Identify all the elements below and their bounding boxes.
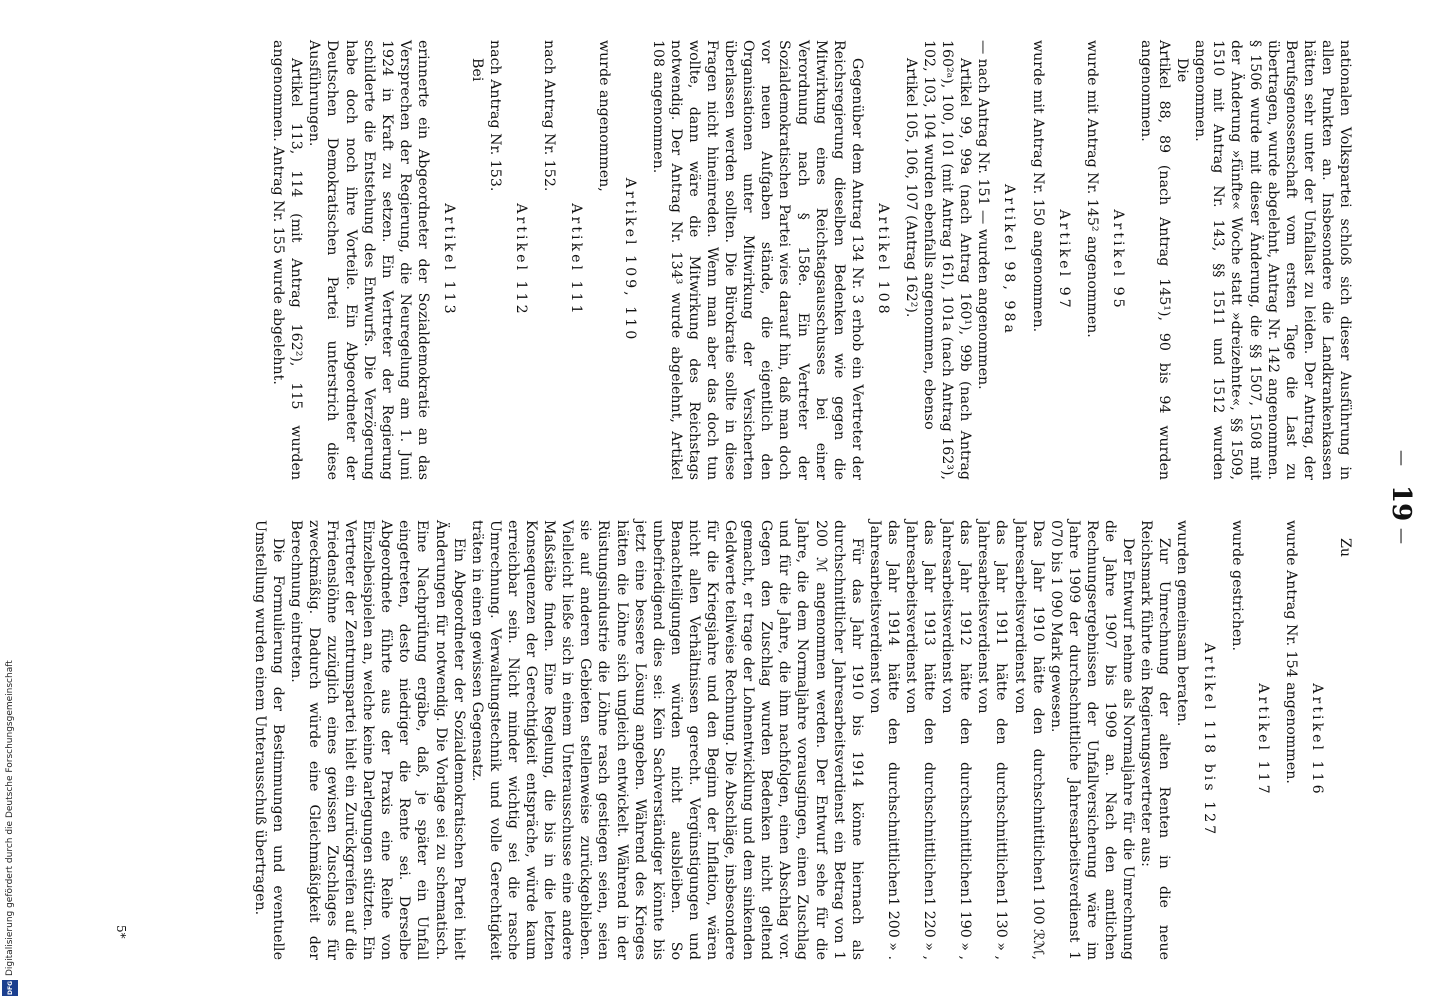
earnings-row [974, 520, 1010, 960]
earnings-value: 1 220 » , [921, 897, 938, 960]
earnings-label: Das Jahr 1910 hätte den durchschnittlichen Jahresarbeitsverdienst von [1011, 520, 1046, 884]
paragraph: Zur Umrechnung der alten Renten in die neue Reichsmark führte ein Regierungsvertreter aus: [1138, 520, 1173, 960]
paragraph: wurde mit Antrag Nr. 145² angenommen. [1083, 40, 1100, 338]
paragraph: Artikel 88, 89 (nach Antrag 145¹), 90 bis 94 wurden angenommen. [1137, 40, 1173, 480]
paragraph: nach Antrag Nr. 152. [541, 40, 558, 192]
paragraph: Artikel 99, 99a (nach Antrag 160¹), 99b (nach Antrag 160²ᵃ), 100, 101 (mit Antrag 161), 101a (nach Antrag 162³), 102, 103, 104 wurden ebenfalls angenommen, ebenso [921, 40, 974, 480]
article-heading: Artikel 118 bis 127 [1200, 642, 1217, 838]
paragraph: Gegenüber dem Antrag 134 Nr. 3 erhob ein Vertreter der Reichsregierung dieselben Bedenken wie gegen die Mitwirkung eines Reichstagsausschusses bei einer Verordnung nach § 158e. Ein Vertreter der Sozialdemokratischen Partei wies darauf hin, daß man doch vor neuen Aufgaben stände, die eigentlich den Organisationen unter Mitwirkung der Versicherten überlassen werden sollten. Die Bürokratie sollte in diese Fragen nicht hineinreden. Wenn man aber das doch tun wollte, dann wäre die Mitwirkung des Reichstags notwendig. Der Antrag Nr. 134³ wurde abgelehnt, Artikel 108 angenommen. [649, 40, 865, 480]
article-heading: Artikel 112 [513, 203, 530, 317]
paragraph: Artikel 113, 114 (mit Antrag 162²), 115 wurden angenommen. Antrag Nr. 155 wurde abgelehnt. [270, 40, 305, 480]
paragraph: nationalen Volkspartei schloß sich dieser Ausführung in allen Punkten an. Insbesondere die Landkrankenkassen hätten sehr unter der Unfallast zu leiden. Der Antrag, der Berufsgenossenschaft vom ersten Tage die Last zu übertragen, wurde abgelehnt, Antrag Nr. 142 angenommen. § 1506 wurde mit dieser Änderung, die §§ 1507, 1508 mit der Änderung »fünfte« Woche statt »dreizehnte«, §§ 1509, 1510 mit Antrag Nr. 143, §§ 1511 und 1512 wurden angenommen. [1192, 40, 1353, 480]
article-heading: Artikel 109, 110 [621, 177, 638, 343]
article-heading: Artikel 95 [1109, 209, 1126, 311]
earnings-label: das Jahr 1911 hätte den durchschnittlichen Jahresarbeitsverdienst von [975, 520, 1010, 898]
article-heading: Artikel 111 [567, 203, 584, 317]
paragraph: Zu [1337, 538, 1353, 557]
earnings-row [866, 520, 902, 960]
document-page [94, 0, 1434, 1000]
paragraph: wurden gemeinsam beraten. [1174, 520, 1191, 727]
earnings-value: 1 100 ℛℳ, [1029, 883, 1046, 960]
paragraph: wurde Antrag Nr. 154 angenommen. [1282, 520, 1299, 784]
earnings-label: das Jahr 1914 hätte den durchschnittlichen Jahresarbeitsverdienst von [866, 520, 901, 898]
footer-strip [2, 0, 18, 1000]
paragraph: wurde angenommen, [595, 40, 612, 192]
earnings-row [1011, 520, 1047, 960]
earnings-row [902, 520, 938, 960]
paragraph: nach Antrag Nr. 153. [487, 40, 504, 192]
right-column [251, 520, 1354, 960]
paragraph: erinnerte ein Abgeordneter der Sozialdemokratie an das Versprechen der Regierung, die Neuregelung am 1. Juni 1924 in Kraft zu setzen. Ein Vertreter der Regierung schilderte die Entstehung des Entwurfs. Die Verzögerung habe doch noch ihre Vorteile. Ein Abgeordneter der Deutschen Demokratischen Partei unterstrich diese Ausführungen. [306, 40, 431, 480]
left-column [269, 40, 1354, 480]
paragraph: Ein Abgeordneter der Sozialdemokratischen Partei hielt Änderungen für notwendig. Die Vorlage sei zu schematisch. Eine Nachprüfung ergäbe, daß, je später ein Unfall eingetreten, desto niedriger die Rente sei. Derselbe Abgeordnete führte aus der Praxis eine Reihe von Einzelbeispielen an, welche keine Darlegungen stützten. Ein Vertreter der Zentrumspartei hielt ein Zurückgreifen auf die Friedenslöhne zuzüglich eines gewissen Zuschlages für zweckmäßig. Dadurch würde eine Gleichmäßigkeit der Berechnung eintreten. [287, 520, 467, 960]
paragraph: wurde mit Antrag Nr. 150 angenommen. [1029, 40, 1046, 333]
earnings-value: 1 130 » , [993, 897, 1010, 960]
earnings-label: das Jahr 1913 hätte den durchschnittlichen Jahresarbeitsverdienst von [903, 520, 938, 898]
header-dash-right: — [1393, 528, 1412, 544]
page-header [1374, 0, 1434, 1000]
earnings-label: das Jahr 1912 hätte den durchschnittlichen Jahresarbeitsverdienst von [939, 520, 974, 898]
header-dash-left: — [1393, 450, 1412, 466]
paragraph: Artikel 105, 106, 107 (Antrag 162²). [903, 58, 920, 318]
paragraph: Die [1174, 58, 1191, 83]
paragraph: Die Formulierung der Bestimmungen und eventuelle Umstellung wurden einem Unterausschuß übertragen. [251, 520, 286, 960]
paragraph: Der Entwurf nehme als Normaljahre für die Umrechnung die Jahre 1907 bis 1909 an. Nach den amtlichen Rechnungsergebnissen der Unfallversicherung wäre im Jahre 1909 der durchschnittliche Jahresarbeitsverdienst 1 070 bis 1 090 Mark gewesen. [1047, 520, 1137, 960]
earnings-value: 1 190 » , [957, 897, 974, 960]
article-heading: Artikel 98, 98a [1001, 184, 1018, 336]
paragraph: wurde gestrichen. [1228, 520, 1245, 651]
article-heading: Artikel 97 [1055, 209, 1072, 311]
article-heading: Artikel 108 [874, 203, 891, 317]
article-heading: Artikel 113 [441, 203, 458, 317]
paragraph: Bei [469, 58, 486, 82]
footer-credit: Digitalisierung gefördert durch die Deutsche Forschungsgemeinschaft [5, 660, 15, 976]
earnings-row [938, 520, 974, 960]
footer-credit-line [2, 0, 18, 1000]
article-heading: Artikel 116 [1308, 683, 1325, 797]
page-number: 19 [1386, 485, 1416, 522]
signature-mark: 5* [114, 925, 128, 939]
article-heading: Artikel 117 [1254, 683, 1271, 797]
dfg-logo-icon: DFG [2, 980, 18, 996]
paragraph: — nach Antrag Nr. 151 — wurden angenommen. [975, 40, 992, 390]
earnings-value: 1 200 » . [884, 897, 901, 960]
paragraph: Für das Jahr 1910 bis 1914 könne hiernach als durchschnittlicher Jahresarbeitsverdienst ein Betrag von 1 200 ℳ angenommen werden. Der Entwurf sehe für die Jahre, die dem Normaljahre vorausgingen, einen Zuschlag und für die Jahre, die ihm nachfolgen, einen Abschlag vor. Gegen den Zuschlag wurden Bedenken nicht geltend gemacht, er trage der Lohnentwicklung und dem sinkenden Geldwerte teilweise Rechnung. Die Abschläge, insbesondere für die Kriegsjahre und den Beginn der Inflation, wären nicht allen Verhältnissen gerecht. Vergünstigungen und Benachteiligungen würden nicht ausbleiben. So unbefriedigend dies sei: Kein Sachverständiger könnte bis jetzt eine bessere Lösung angeben. Während des Krieges hätten die Löhne sich ungleich entwickelt. Während in der Rüstungsindustrie die Löhne rasch gestiegen seien, seien sie auf anderen Gebieten stellenweise zurückgeblieben. Vielleicht ließe sich in einem Unterausschusse eine andere Maßstäbe finden. Eine Regelung, die bis in die letzten Konsequenzen der Gerechtigkeit entspräche, würde kaum erreichbar sein. Nicht minder wichtig sei die rasche Umrechnung. Verwaltungstechnik und volle Gerechtigkeit träten in einen gewissen Gegensatz. [468, 520, 865, 960]
